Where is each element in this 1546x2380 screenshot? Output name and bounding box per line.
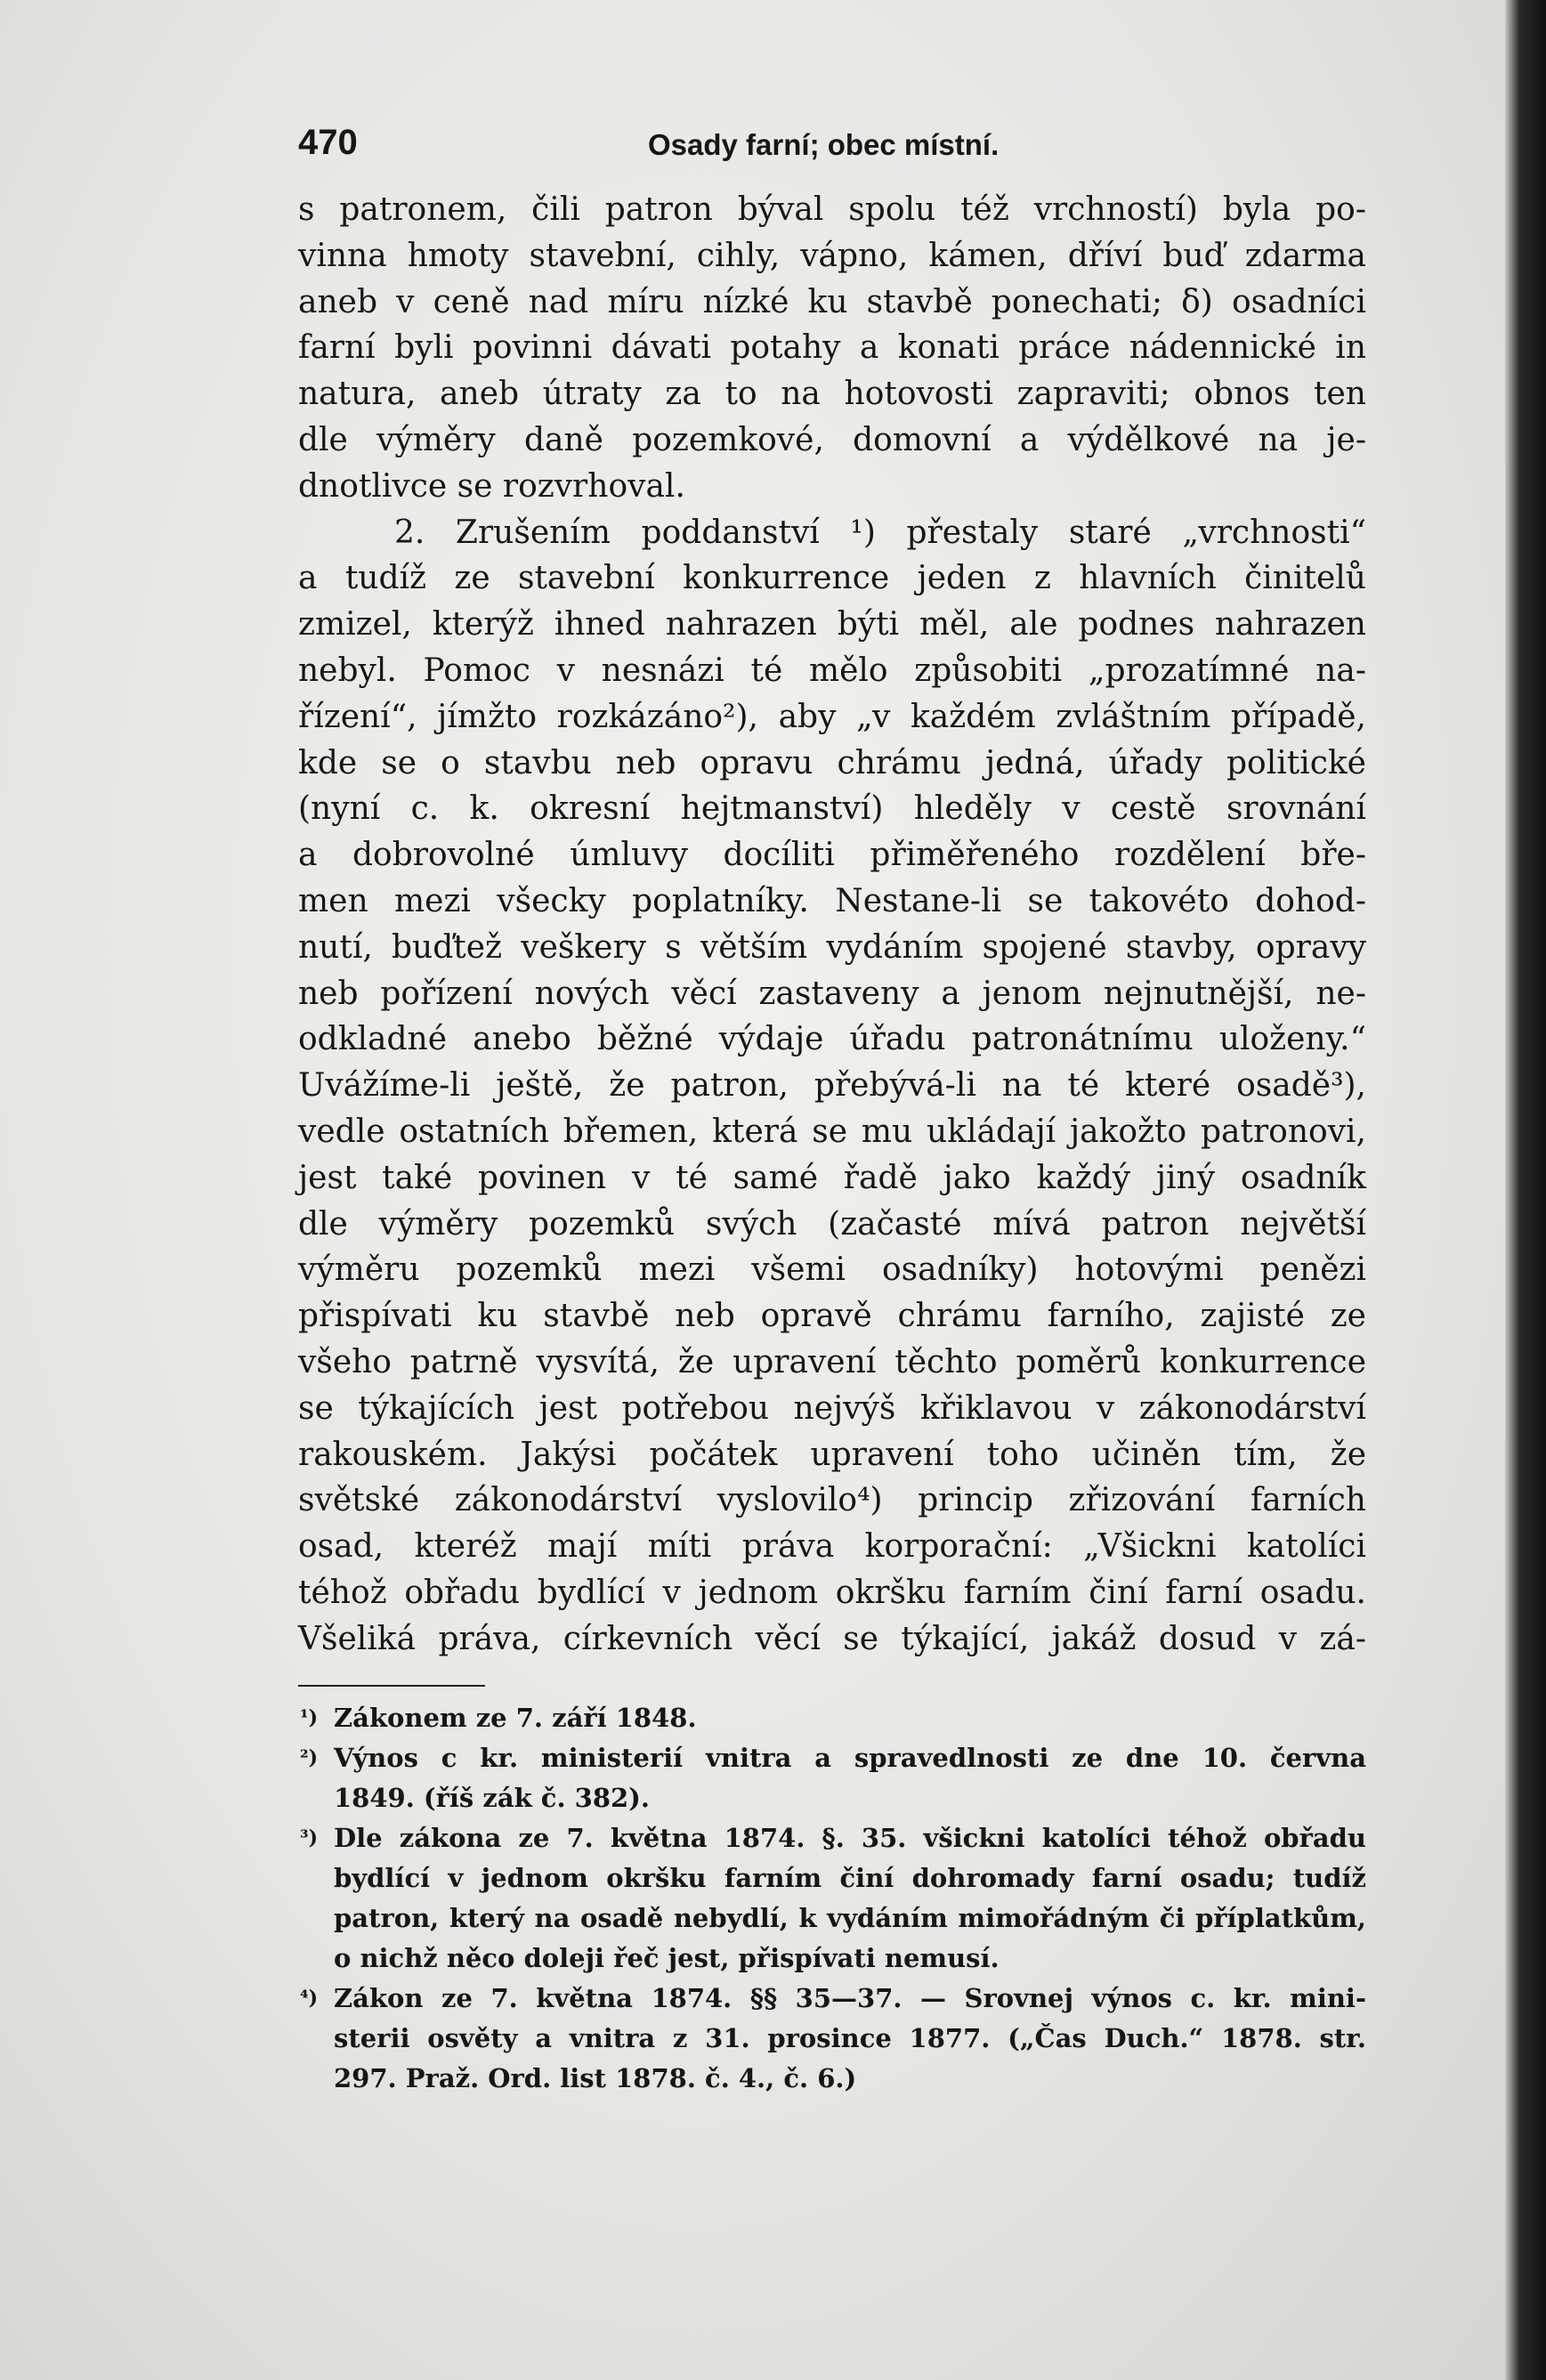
body-line: zmizel, kterýž ihned nahrazen býti měl, ale podnes nahrazen <box>298 606 1366 644</box>
body-line: a tudíž ze stavební konkurrence jeden z hlavních činitelů <box>298 560 1366 597</box>
footnote-marker: ⁴) <box>300 1987 319 2010</box>
footnote-2 <box>300 1738 1366 1818</box>
body-line: rakouském. Jakýsi počátek upravení toho učiněn tím, že <box>298 1436 1366 1473</box>
body-text <box>298 187 1366 1663</box>
body-line: světské zákonodárství vyslovilo⁴) princip zřizování farních <box>298 1482 1366 1519</box>
footnote-line: Výnos c kr. ministerií vnitra a spravedlnosti ze dne 10. června <box>334 1743 1366 1773</box>
body-line: Uvážíme-li ještě, že patron, přebývá-li na té které osadě³), <box>298 1067 1366 1105</box>
body-line: dnotlivce se rozvrhoval. <box>298 467 685 505</box>
body-line: se týkajících jest potřebou nejvýš křiklavou v zákonodárství <box>298 1389 1366 1427</box>
body-line: Všeliká práva, církevních věcí se týkající, jakáž dosud v zá- <box>298 1620 1366 1657</box>
body-line: řízení“, jímžto rozkázáno²), aby „v každém zvláštním případě, <box>298 698 1366 735</box>
body-line: kde se o stavbu neb opravu chrámu jedná, úřady politické <box>298 744 1366 781</box>
body-line: dle výměry pozemků svých (začasté mívá patron největší <box>298 1205 1366 1243</box>
footnote-line: 1849. (říš zák č. 382). <box>334 1783 650 1813</box>
body-line: přispívati ku stavbě neb opravě chrámu farního, zajisté ze <box>298 1298 1366 1335</box>
body-line: výměru pozemků mezi všemi osadníky) hotovými penězi <box>298 1251 1366 1289</box>
body-line: aneb v ceně nad míru nízké ku stavbě ponechati; δ) osadníci <box>298 283 1366 320</box>
footnote-marker: ¹) <box>300 1706 319 1729</box>
body-line: men mezi všecky poplatníky. Nestane-li se takovéto dohod- <box>298 882 1366 919</box>
footnote-line: bydlící v jednom okršku farním činí dohromady farní osadu; tudíž <box>334 1863 1366 1893</box>
body-line: téhož obřadu bydlící v jednom okršku farním činí farní osadu. <box>298 1574 1366 1611</box>
body-line: nutí, buďtež veškery s větším vydáním spojené stavby, opravy <box>298 928 1366 966</box>
body-line: všeho patrně vysvítá, že upravení těchto poměrů konkurrence <box>298 1343 1366 1380</box>
body-line: (nyní c. k. okresní hejtmanství) hleděly v cestě srovnání <box>298 790 1366 828</box>
footnote-line: Zákon ze 7. května 1874. §§ 35—37. — Srovnej výnos c. kr. mini- <box>334 1983 1366 2013</box>
footnote-line: 297. Praž. Ord. list 1878. č. 4., č. 6.) <box>334 2063 857 2093</box>
body-line: nebyl. Pomoc v nesnázi té mělo způsobiti „prozatímné na- <box>298 652 1366 689</box>
footnotes <box>300 1698 1366 2099</box>
running-head <box>298 123 1366 176</box>
body-line: vinna hmoty stavební, cihly, vápno, kámen, dříví buď zdarma <box>298 237 1366 274</box>
footnote-4 <box>300 1979 1366 2099</box>
running-title: Osady farní; obec místní. <box>648 128 1000 161</box>
footnote-1 <box>300 1698 1366 1738</box>
footnote-line: Zákonem ze 7. září 1848. <box>334 1703 697 1733</box>
paragraph-start-line: 2. Zrušením poddanství ¹) přestaly staré „vrchnosti“ <box>394 514 1366 551</box>
body-line: vedle ostatních břemen, která se mu ukládají jakožto patronovi, <box>298 1113 1366 1150</box>
body-line: farní byli povinni dávati potahy a konati práce nádennické in <box>298 329 1366 367</box>
body-line: a dobrovolné úmluvy docíliti přiměřeného rozdělení bře- <box>298 837 1366 874</box>
body-line: neb pořízení nových věcí zastaveny a jenom nejnutnější, ne- <box>298 975 1366 1012</box>
footnote-line: patron, který na osadě nebydlí, k vydáním mimořádným či příplatkům, <box>334 1903 1366 1933</box>
page-number: 470 <box>298 123 358 162</box>
footnote-line: sterii osvěty a vnitra z 31. prosince 1877. („Čas Duch.“ 1878. str. <box>334 2023 1366 2053</box>
body-line: dle výměry daně pozemkové, domovní a výdělkové na je- <box>298 421 1366 458</box>
body-line: odkladné anebo běžné výdaje úřadu patronátnímu uloženy.“ <box>298 1021 1366 1058</box>
body-line: osad, kteréž mají míti práva korporační: „Všickni katolíci <box>298 1528 1366 1566</box>
footnote-3 <box>300 1818 1366 1979</box>
body-line: s patronem, čili patron býval spolu též vrchností) byla po- <box>298 191 1366 228</box>
footnote-marker: ²) <box>300 1746 319 1769</box>
footnote-line: Dle zákona ze 7. května 1874. §. 35. všickni katolíci téhož obřadu <box>334 1823 1366 1853</box>
footnote-marker: ³) <box>300 1826 319 1850</box>
footnote-line: o nichž něco doleji řeč jest, přispívati nemusí. <box>334 1943 1000 1973</box>
body-line: natura, aneb útraty za to na hotovosti zapraviti; obnos ten <box>298 376 1366 413</box>
body-line: jest také povinen v té samé řadě jako každý jiný osadník <box>298 1159 1366 1196</box>
footnote-divider <box>298 1685 485 1687</box>
